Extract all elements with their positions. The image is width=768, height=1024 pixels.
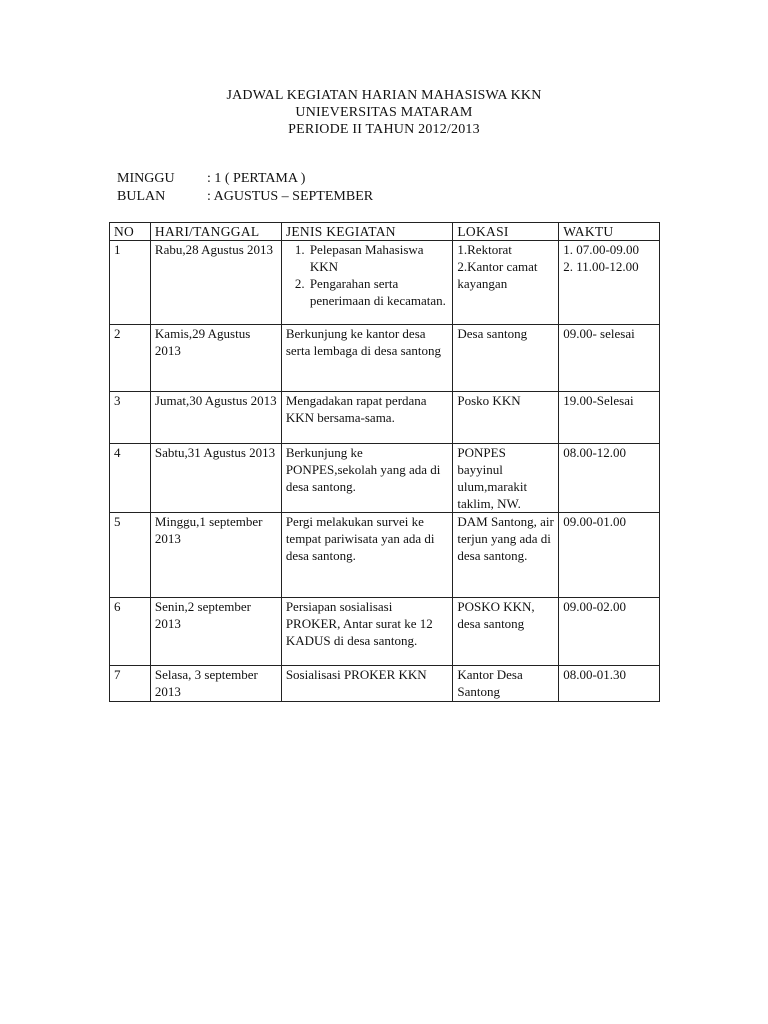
cell-lokasi: POSKO KKN, desa santong: [453, 598, 559, 666]
meta-bulan: [117, 189, 373, 205]
cell-waktu: 08.00-12.00: [559, 444, 660, 513]
col-header-no: NO: [110, 223, 151, 241]
minggu-label: MINGGU: [117, 171, 175, 186]
cell-tanggal: Rabu,28 Agustus 2013: [150, 241, 281, 325]
col-header-kegiatan: JENIS KEGIATAN: [281, 223, 453, 241]
cell-no: 3: [110, 392, 151, 444]
cell-waktu: 09.00-01.00: [559, 513, 660, 598]
col-header-waktu: WAKTU: [559, 223, 660, 241]
cell-waktu: [559, 241, 660, 325]
table-header-row: [110, 223, 660, 241]
table-row: [110, 513, 660, 598]
cell-lokasi: DAM Santong, air terjun yang ada di desa santong.: [453, 513, 559, 598]
activity-item: 1. Pelepasan Mahasiswa KKN: [308, 241, 449, 275]
cell-waktu: 09.00- selesai: [559, 325, 660, 392]
doc-title: JADWAL KEGIATAN HARIAN MAHASISWA KKN: [226, 88, 542, 103]
cell-no: 6: [110, 598, 151, 666]
lokasi-line: 1.Rektorat: [457, 242, 512, 257]
cell-no: 7: [110, 666, 151, 702]
bulan-label: BULAN: [117, 189, 166, 204]
cell-tanggal: Senin,2 september 2013: [150, 598, 281, 666]
cell-no: 5: [110, 513, 151, 598]
lokasi-line: 2.Kantor camat kayangan: [457, 259, 538, 291]
cell-kegiatan: Berkunjung ke kantor desa serta lembaga di desa santong: [281, 325, 453, 392]
cell-tanggal: Minggu,1 september 2013: [150, 513, 281, 598]
table-row: [110, 666, 660, 702]
cell-kegiatan: Mengadakan rapat perdana KKN bersama-sama.: [281, 392, 453, 444]
waktu-line: 1. 07.00-09.00: [563, 242, 640, 257]
activity-list: [286, 241, 449, 309]
col-header-tanggal: HARI/TANGGAL: [150, 223, 281, 241]
doc-period: PERIODE II TAHUN 2012/2013: [288, 122, 480, 137]
cell-tanggal: Kamis,29 Agustus 2013: [150, 325, 281, 392]
cell-lokasi: Kantor Desa Santong: [453, 666, 559, 702]
cell-kegiatan: Persiapan sosialisasi PROKER, Antar surat ke 12 KADUS di desa santong.: [281, 598, 453, 666]
schedule-table: [109, 222, 660, 702]
cell-no: 2: [110, 325, 151, 392]
minggu-value: : 1 ( PERTAMA ): [207, 171, 306, 186]
cell-waktu: 09.00-02.00: [559, 598, 660, 666]
table-row: [110, 444, 660, 513]
cell-kegiatan: [281, 241, 453, 325]
activity-item: 2. Pengarahan serta penerimaan di kecamatan.: [308, 275, 449, 309]
cell-kegiatan: Pergi melakukan survei ke tempat pariwisata yan ada di desa santong.: [281, 513, 453, 598]
cell-no: 1: [110, 241, 151, 325]
cell-kegiatan: Sosialisasi PROKER KKN: [281, 666, 453, 702]
waktu-line: 2. 11.00-12.00: [563, 259, 639, 274]
cell-lokasi: PONPES bayyinul ulum,marakit taklim, NW.: [453, 444, 559, 513]
table-row: [110, 598, 660, 666]
cell-tanggal: Selasa, 3 september 2013: [150, 666, 281, 702]
cell-lokasi: [453, 241, 559, 325]
cell-waktu: 08.00-01.30: [559, 666, 660, 702]
meta-minggu: [117, 171, 305, 187]
cell-tanggal: Jumat,30 Agustus 2013: [150, 392, 281, 444]
table-row: [110, 392, 660, 444]
table-row: [110, 325, 660, 392]
cell-kegiatan: Berkunjung ke PONPES,sekolah yang ada di desa santong.: [281, 444, 453, 513]
col-header-lokasi: LOKASI: [453, 223, 559, 241]
cell-tanggal: Sabtu,31 Agustus 2013: [150, 444, 281, 513]
cell-lokasi: Desa santong: [453, 325, 559, 392]
doc-university: UNIEVERSITAS MATARAM: [295, 105, 473, 120]
cell-waktu: 19.00-Selesai: [559, 392, 660, 444]
bulan-value: : AGUSTUS – SEPTEMBER: [207, 189, 374, 204]
cell-lokasi: Posko KKN: [453, 392, 559, 444]
cell-no: 4: [110, 444, 151, 513]
table-row: [110, 241, 660, 325]
